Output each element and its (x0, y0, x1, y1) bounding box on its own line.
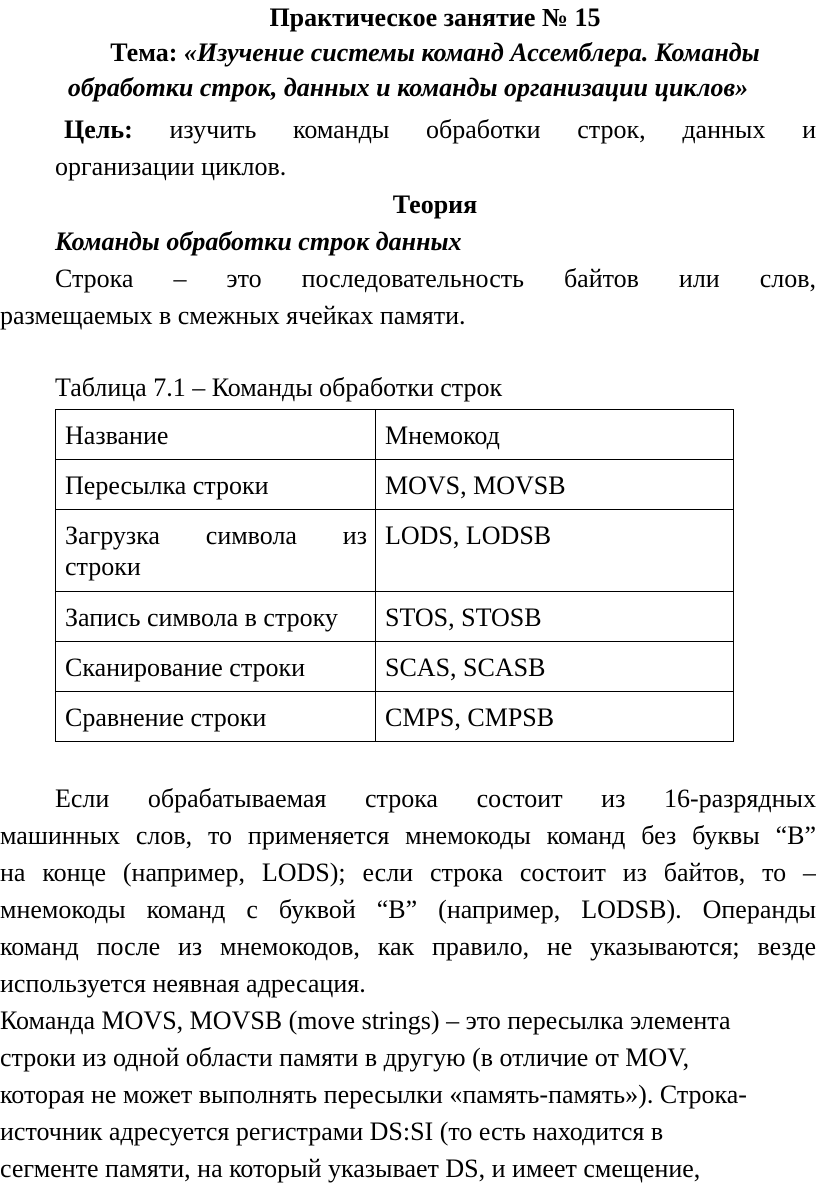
table-cell-name: Сканирование строки (56, 642, 376, 692)
para2-line-2: строки из одной области памяти в другую (в отличие от MOV, (0, 1043, 690, 1072)
table-cell-name-line-1: Загрузка символа из (65, 521, 367, 550)
para1-line-5: команд после из мнемокодов, как правило, не указываются; везде (0, 932, 816, 961)
table-header-name: Название (56, 410, 376, 460)
table-cell-name (56, 510, 376, 592)
para2-line-4: источник адресуется регистрами DS:SI (то есть находится в (0, 1117, 664, 1146)
table-row (56, 460, 734, 510)
string-commands-table (55, 409, 734, 742)
para1-line-4: мнемокоды команд с буквой “B” (например, LODSB). Операнды (0, 895, 816, 924)
para2-line-1: Команда MOVS, MOVSB (move strings) – это пересылка элемента (0, 1006, 731, 1035)
table-cell-mnemonic: MOVS, MOVSB (376, 460, 734, 510)
definition-line-1: Строка – это последовательность байтов или слов, (55, 264, 816, 293)
topic-label: Тема: (110, 38, 178, 67)
para1-line-3: на конце (например, LODS); если строка состоит из байтов, то – (0, 858, 816, 887)
table-row (56, 642, 734, 692)
table-cell-mnemonic: LODS, LODSB (376, 510, 734, 592)
goal-line-1 (64, 114, 816, 146)
goal-label: Цель: (64, 115, 133, 144)
table-caption: Таблица 7.1 – Команды обработки строк (55, 373, 503, 402)
para2-line-5: сегменте памяти, на который указывает DS, и имеет смещение, (0, 1154, 701, 1183)
table-cell-name: Пересылка строки (56, 460, 376, 510)
table-row (56, 510, 734, 592)
table-cell-name: Запись символа в строку (56, 592, 376, 642)
table-cell-name-line-2: строки (65, 552, 141, 581)
table-row (56, 692, 734, 742)
para1-line-1: Если обрабатываемая строка состоит из 16-разрядных (55, 784, 816, 813)
theory-heading: Теория (392, 190, 478, 219)
table-row (56, 592, 734, 642)
goal-line-2: организации циклов. (55, 152, 287, 181)
goal-text-1: изучить команды обработки строк, данных и (169, 115, 816, 144)
definition-line-2: размещаемых в смежных ячейках памяти. (0, 301, 466, 330)
table-cell-name: Сравнение строки (56, 692, 376, 742)
topic-text-1: «Изучение системы команд Ассемблера. Команды (183, 38, 760, 67)
table-header-mnemonic: Мнемокод (376, 410, 734, 460)
table-header-row (56, 410, 734, 460)
page-title: Практическое занятие № 15 (269, 3, 601, 32)
para1-line-2: машинных слов, то применяется мнемокоды команд без буквы “B” (0, 821, 816, 850)
topic-line-1 (0, 37, 816, 69)
theory-subheading: Команды обработки строк данных (55, 227, 462, 256)
table-cell-mnemonic: CMPS, CMPSB (376, 692, 734, 742)
para1-line-6: используется неявная адресация. (0, 969, 366, 998)
table-cell-mnemonic: STOS, STOSB (376, 592, 734, 642)
para2-line-3: которая не может выполнять пересылки «память-память»). Строка- (0, 1080, 747, 1109)
table-cell-mnemonic: SCAS, SCASB (376, 642, 734, 692)
topic-line-2: обработки строк, данных и команды организации циклов» (67, 73, 749, 102)
